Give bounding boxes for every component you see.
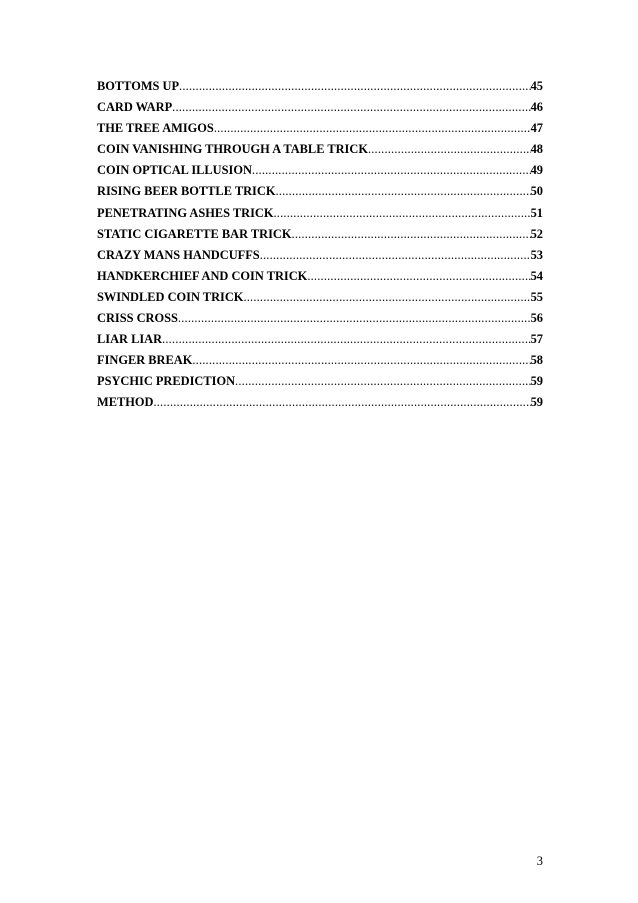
toc-entry-title: COIN VANISHING THROUGH A TABLE TRICK xyxy=(97,142,368,157)
toc-dot-leader xyxy=(307,266,530,287)
toc-entry-page: 49 xyxy=(530,163,543,178)
toc-entry-page: 59 xyxy=(530,374,543,389)
table-of-contents xyxy=(97,76,543,414)
toc-entry-page: 52 xyxy=(530,226,543,241)
toc-entry-page: 46 xyxy=(530,100,543,115)
toc-entry[interactable] xyxy=(97,224,543,245)
toc-entry-page: 55 xyxy=(530,289,543,304)
toc-entry-title: CRAZY MANS HANDCUFFS xyxy=(97,247,260,262)
toc-entry-page: 48 xyxy=(530,142,543,157)
toc-entry[interactable] xyxy=(97,371,543,392)
toc-entry[interactable] xyxy=(97,139,543,160)
toc-entry[interactable] xyxy=(97,245,543,266)
toc-dot-leader xyxy=(162,329,531,350)
toc-entry-title: COIN OPTICAL ILLUSION xyxy=(97,163,252,178)
toc-entry[interactable] xyxy=(97,308,543,329)
toc-entry-page: 50 xyxy=(530,184,543,199)
toc-entry-title: LIAR LIAR xyxy=(97,332,163,347)
toc-entry-page: 59 xyxy=(530,395,543,410)
toc-entry-title: HANDKERCHIEF AND COIN TRICK xyxy=(97,268,308,283)
toc-entry[interactable] xyxy=(97,97,543,118)
toc-entry-title: STATIC CIGARETTE BAR TRICK xyxy=(97,226,292,241)
toc-entry-page: 54 xyxy=(530,268,543,283)
toc-dot-leader xyxy=(153,392,530,413)
toc-dot-leader xyxy=(192,350,530,371)
toc-entry-title: RISING BEER BOTTLE TRICK xyxy=(97,184,276,199)
toc-dot-leader xyxy=(172,97,530,118)
toc-entry[interactable] xyxy=(97,350,543,371)
toc-entry[interactable] xyxy=(97,203,543,224)
toc-entry-title: METHOD xyxy=(97,395,154,410)
toc-entry-page: 58 xyxy=(530,353,543,368)
toc-entry[interactable] xyxy=(97,329,543,350)
toc-dot-leader xyxy=(274,203,531,224)
toc-dot-leader xyxy=(275,181,530,202)
toc-entry-title: THE TREE AMIGOS xyxy=(97,121,214,136)
toc-entry-page: 56 xyxy=(530,311,543,326)
toc-entry[interactable] xyxy=(97,160,543,181)
toc-dot-leader xyxy=(214,118,531,139)
toc-entry-page: 53 xyxy=(530,247,543,262)
toc-entry-title: PSYCHIC PREDICTION xyxy=(97,374,236,389)
toc-dot-leader xyxy=(260,245,531,266)
toc-dot-leader xyxy=(252,160,531,181)
toc-entry-page: 45 xyxy=(530,79,543,93)
toc-entry-title: BOTTOMS UP xyxy=(97,79,180,93)
toc-dot-leader xyxy=(178,308,531,329)
toc-entry-title: FINGER BREAK xyxy=(97,353,193,368)
toc-entry[interactable] xyxy=(97,266,543,287)
toc-entry[interactable] xyxy=(97,392,543,413)
toc-dot-leader xyxy=(292,224,531,245)
toc-dot-leader xyxy=(235,371,531,392)
toc-entry-page: 57 xyxy=(530,332,543,347)
toc-entry[interactable] xyxy=(97,118,543,139)
toc-dot-leader xyxy=(243,287,530,308)
toc-entry-title: SWINDLED COIN TRICK xyxy=(97,289,244,304)
toc-entry[interactable] xyxy=(97,181,543,202)
toc-entry-page: 51 xyxy=(530,205,543,220)
toc-entry-title: CARD WARP xyxy=(97,100,173,115)
page-number: 3 xyxy=(536,854,543,868)
toc-dot-leader xyxy=(179,76,531,97)
toc-entry[interactable] xyxy=(97,287,543,308)
toc-entry[interactable] xyxy=(97,76,543,97)
toc-dot-leader xyxy=(368,139,531,160)
toc-entry-title: PENETRATING ASHES TRICK xyxy=(97,205,274,220)
toc-entry-page: 47 xyxy=(530,121,543,136)
toc-entry-title: CRISS CROSS xyxy=(97,311,178,326)
